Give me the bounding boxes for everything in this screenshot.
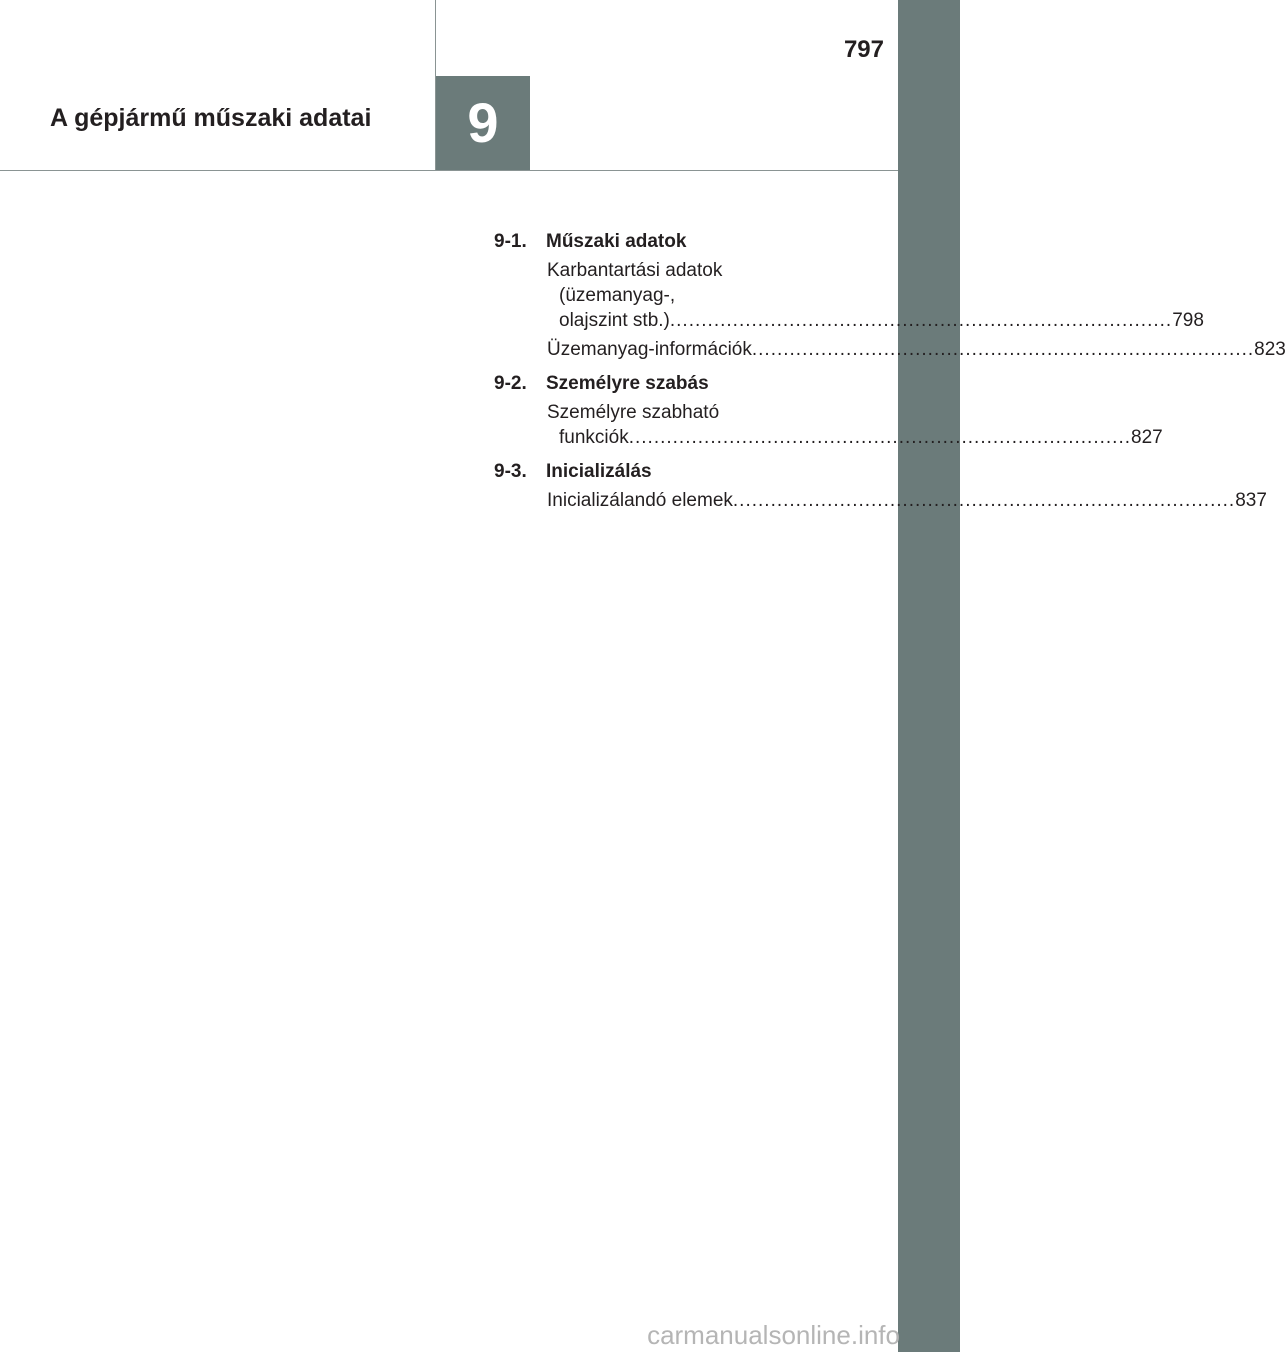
toc-entry-line: Karbantartási adatok [547,260,723,281]
toc-section-title: Műszaki adatok [546,231,687,252]
toc-section-number: 9-2. [494,373,527,394]
toc-entry-last-line [547,488,1267,513]
chapter-number-box: 9 [436,76,530,170]
toc-entry-page: 823 [1254,339,1286,360]
toc-entry-last-line [547,425,1163,450]
toc-section [494,370,1163,450]
toc-entry-text: olajszint stb.) [559,310,670,331]
toc-entry-page: 798 [1172,310,1204,331]
toc-section-number: 9-1. [494,231,527,252]
toc-leader-dots: ................................................................................ [751,339,1255,360]
toc-entry-page: 827 [1131,427,1163,448]
toc-section [494,458,1267,513]
toc-section-number: 9-3. [494,461,527,482]
toc-entry-line: Személyre szabható [547,402,720,423]
toc-entry[interactable] [547,488,1267,513]
toc-entry-page: 837 [1235,490,1267,511]
watermark: carmanualsonline.info [647,1320,900,1350]
toc-entry[interactable] [547,337,1286,362]
toc-leader-dots: ................................................................................ [669,310,1173,331]
toc-section-heading[interactable] [494,228,838,256]
toc-section-title: Személyre szabás [546,373,709,394]
toc-entry-line: (üzemanyag-, [559,285,676,306]
toc-section-heading[interactable] [494,370,838,398]
page-number: 797 [843,36,884,63]
toc-section-title: Inicializálás [546,461,652,482]
table-of-contents [494,228,1286,521]
toc-section-heading[interactable] [494,458,838,486]
toc-entry[interactable] [547,258,1204,333]
toc-entry-text: Inicializálandó elemek [547,490,733,511]
toc-entry-text: funkciók [559,427,629,448]
toc-entry[interactable] [547,400,1163,450]
chapter-title: A gépjármű műszaki adatai [50,104,372,132]
toc-leader-dots: ................................................................................ [732,490,1236,511]
header-horizontal-divider [0,170,898,171]
toc-entry-text: Üzemanyag-információk [547,339,752,360]
toc-entry-last-line [547,337,1286,362]
toc-leader-dots: ................................................................................ [628,427,1132,448]
toc-entry-last-line [547,308,1204,333]
side-tab [898,0,960,1352]
toc-section [494,228,1286,362]
